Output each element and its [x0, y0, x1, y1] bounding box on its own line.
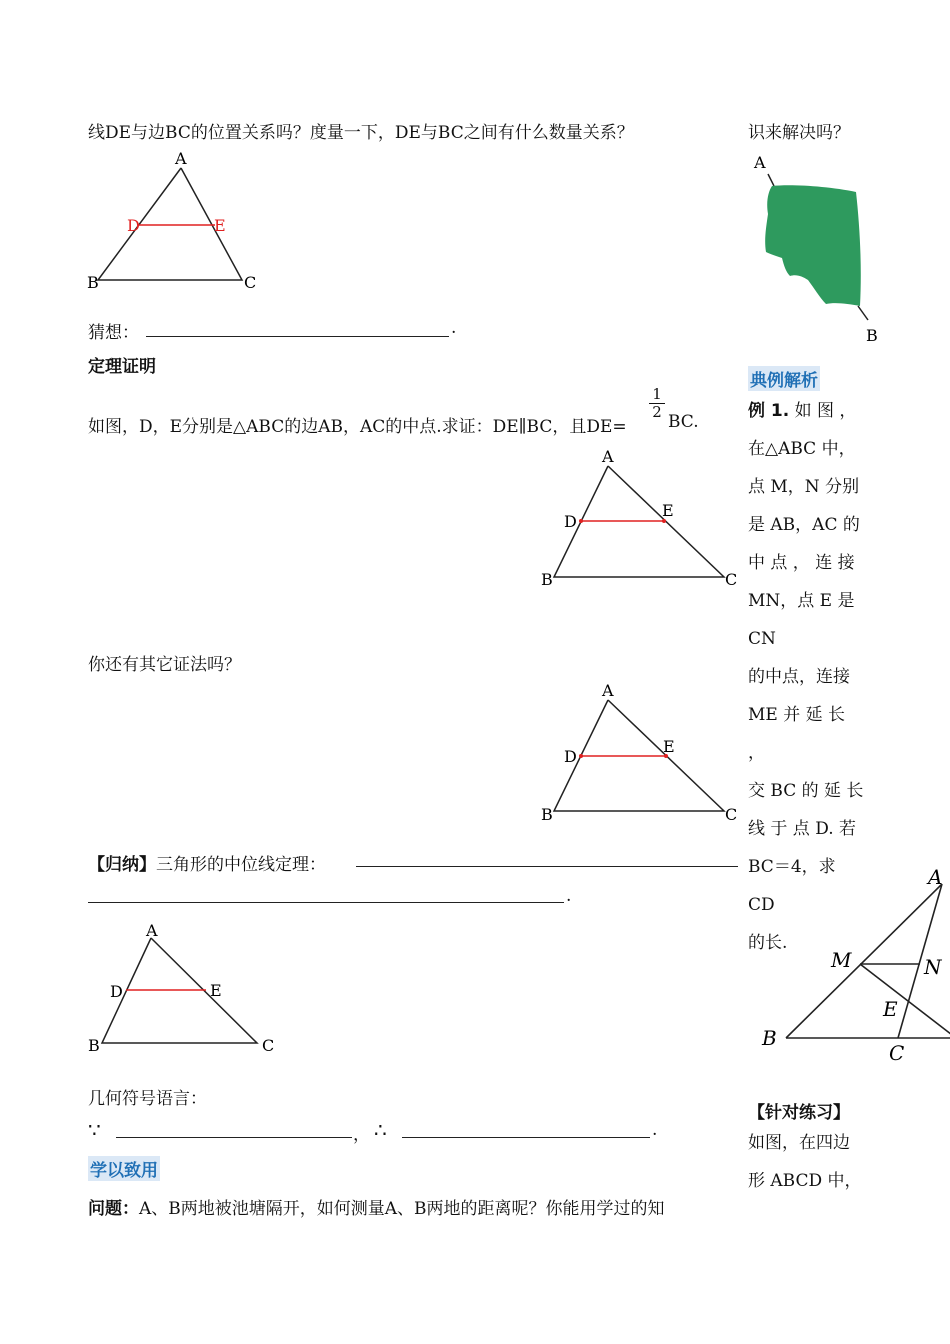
question-line [88, 1194, 665, 1219]
label-c: C [725, 805, 738, 824]
practice-line-0: 如图，在四边 [748, 1133, 850, 1153]
guess-blank[interactable] [146, 336, 449, 337]
summary-blank-2[interactable] [88, 902, 564, 903]
example-line-7: ME 并 延 长 ， [748, 705, 846, 763]
label-a: A [146, 921, 158, 940]
example-line-11: 的长. [748, 933, 788, 953]
label-d: D [127, 216, 140, 235]
figure-triangle-4 [82, 916, 282, 1061]
question-text: A、B两地被池塘隔开，如何测量A、B两地的距离呢？你能用学过的知 [139, 1199, 665, 1219]
therefore-blank[interactable] [402, 1137, 650, 1138]
figure-triangle-2 [536, 444, 746, 594]
label-a: A [602, 681, 614, 700]
separator-comma: ， [353, 1125, 370, 1145]
other-proof-question: 你还有其它证法吗？ [88, 655, 241, 675]
because-symbol: ∵ [88, 1118, 101, 1142]
guess-end: . [451, 318, 457, 338]
practice-line-1: 形 ABCD 中， [748, 1171, 862, 1191]
label-d: D [564, 512, 577, 531]
therefore-symbol: ∴ [374, 1118, 387, 1142]
proof-heading: 定理证明 [88, 357, 156, 377]
geometry-language-label: 几何符号语言： [88, 1089, 207, 1109]
guess-label: 猜想： [88, 323, 139, 343]
example-heading: 典例解析 [748, 366, 820, 391]
question-label: 问题： [88, 1199, 139, 1219]
figure-triangle-1 [80, 148, 280, 298]
example-line-10: BC＝4，求 CD [748, 857, 836, 915]
right-top-line: 识来解决吗？ [748, 123, 850, 143]
proof-statement-a: 如图，D，E分别是△ABC的边AB，AC的中点.求证：DE∥BC，且DE= [88, 417, 627, 437]
therefore-end: . [652, 1120, 658, 1140]
summary-label: 【归纳】 [88, 855, 156, 875]
label-b: B [541, 805, 553, 824]
figure-triangle-3 [536, 680, 746, 830]
example-line-1: 在△ABC 中， [748, 439, 856, 459]
example-line-4: 中 点 ， 连 接 [748, 553, 855, 573]
example-line-0: 例 1. 如 图 ， [748, 401, 857, 421]
example-label-n: N [924, 955, 942, 979]
label-a: A [175, 149, 187, 168]
practice-text [748, 1124, 866, 1200]
summary-line [88, 850, 326, 875]
example-line-3: 是 AB，AC 的 [748, 515, 860, 535]
label-d: D [564, 747, 577, 766]
label-b: B [88, 1036, 100, 1055]
label-e: E [210, 981, 222, 1000]
label-e: E [662, 501, 674, 520]
summary-text: 三角形的中位线定理： [156, 855, 326, 875]
summary-end: . [566, 886, 572, 906]
label-e: E [663, 737, 675, 756]
intro-line: 线DE与边BC的位置关系吗？度量一下，DE与BC之间有什么数量关系？ [88, 123, 634, 143]
example-line-5: MN，点 E 是 CN [748, 591, 855, 649]
label-e: E [214, 216, 226, 235]
example-figure [756, 862, 950, 1072]
summary-blank-1[interactable] [356, 866, 738, 867]
fraction-half [649, 386, 665, 421]
label-c: C [244, 273, 257, 292]
label-c: C [725, 570, 738, 589]
example-label-a: A [928, 865, 943, 889]
pond-label-a: A [754, 153, 766, 172]
proof-statement-b: BC. [668, 412, 699, 432]
label-c: C [262, 1036, 275, 1055]
fraction-numerator: 1 [649, 386, 665, 404]
example-line-8: 交 BC 的 延 长 [748, 781, 864, 801]
example-line-2: 点 M，N 分别 [748, 477, 860, 497]
fraction-denominator: 2 [652, 403, 662, 421]
apply-heading: 学以致用 [88, 1156, 160, 1181]
label-b: B [541, 570, 553, 589]
example-label-b: B [762, 1026, 777, 1050]
example-label-e: E [883, 997, 898, 1021]
pond-label-b: B [866, 326, 878, 345]
label-d: D [110, 982, 123, 1001]
example-line-6: 的中点，连接 [748, 667, 850, 687]
pond-figure [748, 148, 888, 348]
example-line-9: 线 于 点 D. 若 [748, 819, 857, 839]
example-label-c: C [889, 1041, 905, 1065]
pond-shape [765, 185, 861, 306]
label-b: B [87, 273, 99, 292]
because-blank[interactable] [116, 1137, 352, 1138]
label-a: A [602, 447, 614, 466]
practice-heading: 【针对练习】 [748, 1103, 850, 1123]
example-label-m: M [831, 948, 852, 972]
